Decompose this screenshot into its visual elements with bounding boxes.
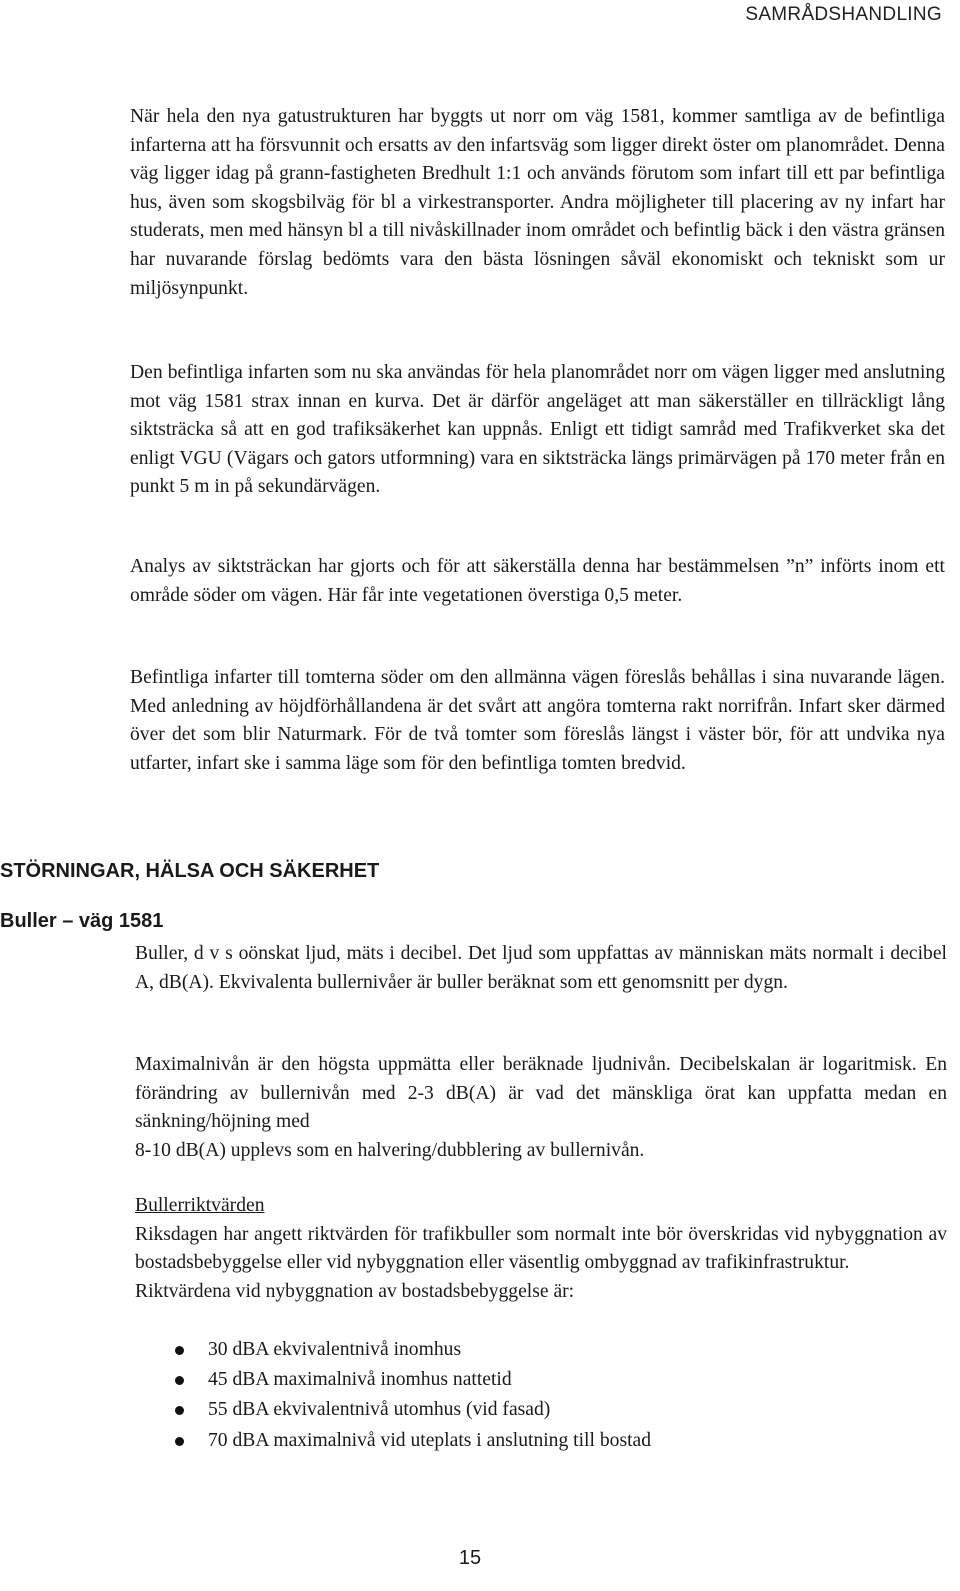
list-item-text: 55 dBA ekvivalentnivå utomhus (vid fasad): [208, 1399, 551, 1421]
bullet-icon: [175, 1437, 184, 1446]
riktvarden-heading: Bullerriktvärden: [135, 1195, 265, 1216]
list-item: [135, 1335, 935, 1365]
list-item-text: 30 dBA ekvivalentnivå inomhus: [208, 1339, 462, 1360]
section-heading: STÖRNINGAR, HÄLSA OCH SÄKERHET: [0, 860, 380, 882]
paragraph-infart-structure: När hela den nya gatustrukturen har byggts ut norr om väg 1581, kommer samtliga av de befintliga infarterna att ha försvunnit och ersatts av den infartsväg som ligger direkt öster om planområdet. Denna väg ligger idag på grann-fastigheten Bredhult 1:1 och används förutom som infart till ett par befintliga hus, även som skogsbilväg för bl a virkestransporter. Andra möjligheter till placering av ny infart har studerats, men med hänsyn bl a till nivåskillnader inom området och befintlig bäck i den västra gränsen har nuvarande förslag bedömts vara den bästa lösningen såväl ekonomiskt och tekniskt som ur miljösynpunkt.: [130, 106, 945, 299]
subsection-heading: Buller – väg 1581: [0, 910, 164, 932]
riktvarden-text: Riksdagen har angett riktvärden för trafikbuller som normalt inte bör överskridas vid nybyggnation av bostadsbebyggelse eller vid nybyggnation eller väsentlig ombyggnad av trafikinfrastruktur.: [135, 1223, 947, 1274]
riktvarden-list-intro: Riktvärdena vid nybyggnation av bostadsbebyggelse är:: [135, 1280, 575, 1302]
riktvarden-block: [135, 1192, 947, 1306]
maximalniva-text: Maximalnivån är den högsta uppmätta eller beräknade ljudnivån. Decibelskalan är logaritmisk. En förändring av bullernivån med 2-3 dB(A) är vad det mänskliga örat kan uppfatta medan en sänkning/höjning med: [135, 1054, 947, 1133]
document-header-label: SAMRÅDSHANDLING: [745, 4, 942, 25]
list-item-text: 45 dBA maximalnivå inomhus nattetid: [208, 1369, 512, 1391]
bullet-icon: [175, 1406, 184, 1415]
paragraph-befintliga-infarter: Befintliga infarter till tomterna söder om den allmänna vägen föreslås behållas i sina nuvarande lägen. Med anledning av höjdförhållandena är det svårt att angöra tomterna rakt norrifrån. Infart sker därmed över det som blir Naturmark. För de två tomter som föreslås längst i väster bör, för att undvika nya utfarter, infart ske i samma läge som för den befintliga tomten bredvid.: [130, 667, 945, 774]
list-item: [135, 1365, 935, 1395]
list-item: [135, 1395, 935, 1425]
bullet-icon: [175, 1376, 184, 1385]
paragraph-maximalniva: [135, 1051, 947, 1165]
maximalniva-text-last: 8-10 dB(A) upplevs som en halvering/dubblering av bullernivån.: [135, 1139, 645, 1161]
bullet-icon: [175, 1346, 184, 1355]
paragraph-analys: Analys av siktsträckan har gjorts och för att säkerställa denna har bestämmelsen ”n” införts inom ett område söder om vägen. Här får inte vegetationen överstiga 0,5 meter.: [130, 556, 945, 606]
riktvarden-list: [135, 1335, 935, 1456]
paragraph-buller-definition: Buller, d v s oönskat ljud, mäts i decibel. Det ljud som uppfattas av människan mäts normalt i decibel A, dB(A). Ekvivalenta bullernivåer är buller beräknat som ett genomsnitt per dygn.: [135, 943, 947, 993]
paragraph-siktstracka: Den befintliga infarten som nu ska användas för hela planområdet norr om vägen ligger med anslutning mot väg 1581 strax innan en kurva. Det är därför angeläget att man säkerställer en tillräckligt lång siktsträcka så att en god trafiksäkerhet kan uppnås. Enligt ett tidigt samråd med Trafikverket ska det enligt VGU (Vägars och gators utformning) vara en siktsträcka längs primärvägen på 170 meter från en punkt 5 m in på sekundärvägen.: [130, 362, 945, 498]
page-number: 15: [458, 1547, 482, 1569]
list-item: [135, 1426, 935, 1456]
list-item-text: 70 dBA maximalnivå vid uteplats i anslutning till bostad: [208, 1429, 652, 1451]
